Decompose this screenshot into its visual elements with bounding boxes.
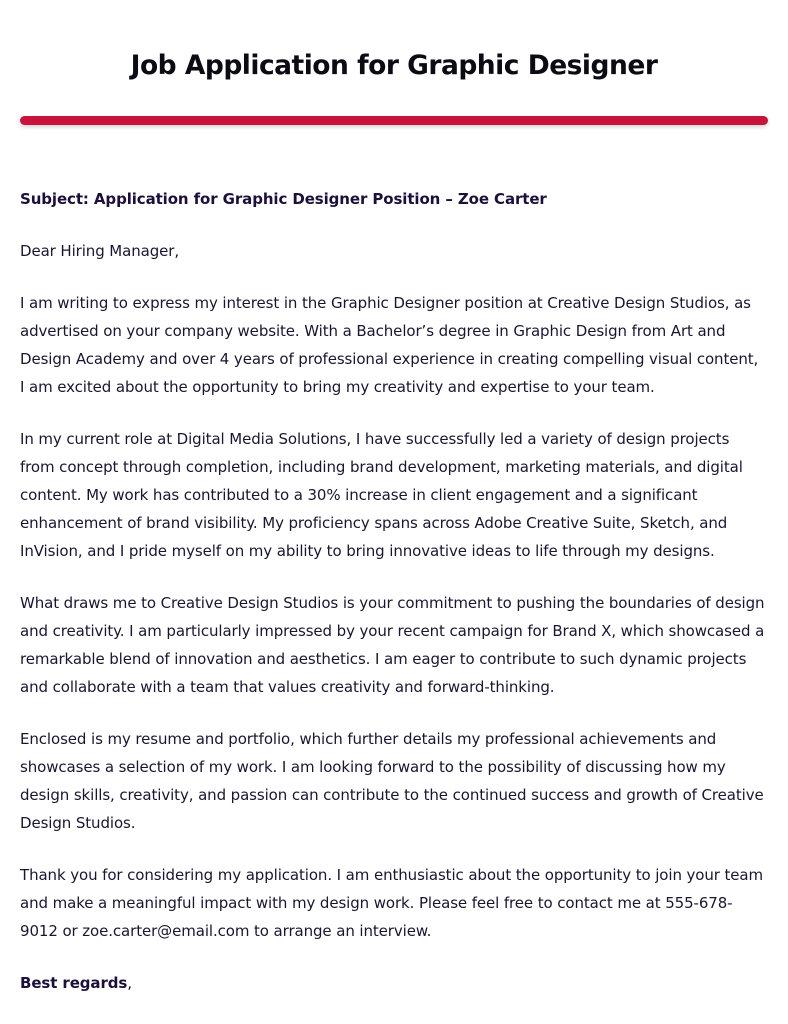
letter-closing-punctuation: , [127,974,132,992]
letter-paragraph-experience: In my current role at Digital Media Solutions, I have successfully led a variety of design projects from concept through completion, including brand development, marketing materials, and digital content. My work has contributed to a 30% increase in client engagement and a significant enhancement of brand visibility. My proficiency spans across Adobe Creative Suite, Sketch, and InVision, and I pride myself on my ability to bring innovative ideas to life through my designs. [20,430,743,560]
letter-subject: Subject: Application for Graphic Designer Position – Zoe Carter [20,190,547,208]
letter-body [20,185,766,1021]
letter-paragraph-motivation: What draws me to Creative Design Studios is your commitment to pushing the boundaries of design and creativity. I am particularly impressed by your recent campaign for Brand X, which showcased a remarkable blend of innovation and aesthetics. I am eager to contribute to such dynamic projects and collaborate with a team that values creativity and forward-thinking. [20,594,765,696]
letter-closing-text: Best regards [20,974,128,992]
letter-paragraph-intro: I am writing to express my interest in the Graphic Designer position at Creative Design Studios, as advertised on your company website. With a Bachelor’s degree in Graphic Design from Art and Design Academy and over 4 years of professional experience in creating compelling visual content, I am excited about the opportunity to bring my creativity and expertise to your team. [20,294,759,396]
page-title: Job Application for Graphic Designer [130,50,658,81]
letter-closing [20,969,766,997]
title-divider [20,116,768,125]
letter-greeting: Dear Hiring Manager, [20,242,180,260]
letter-paragraph-enclosure: Enclosed is my resume and portfolio, which further details my professional achievements and showcases a selection of my work. I am looking forward to the possibility of discussing how my design skills, creativity, and passion can contribute to the continued success and growth of Creative Design Studios. [20,730,764,832]
letter-paragraph-thanks: Thank you for considering my application. I am enthusiastic about the opportunity to join your team and make a meaningful impact with my design work. Please feel free to contact me at 555-678-9012 or zoe.carter@email.com to arrange an interview. [20,866,764,940]
